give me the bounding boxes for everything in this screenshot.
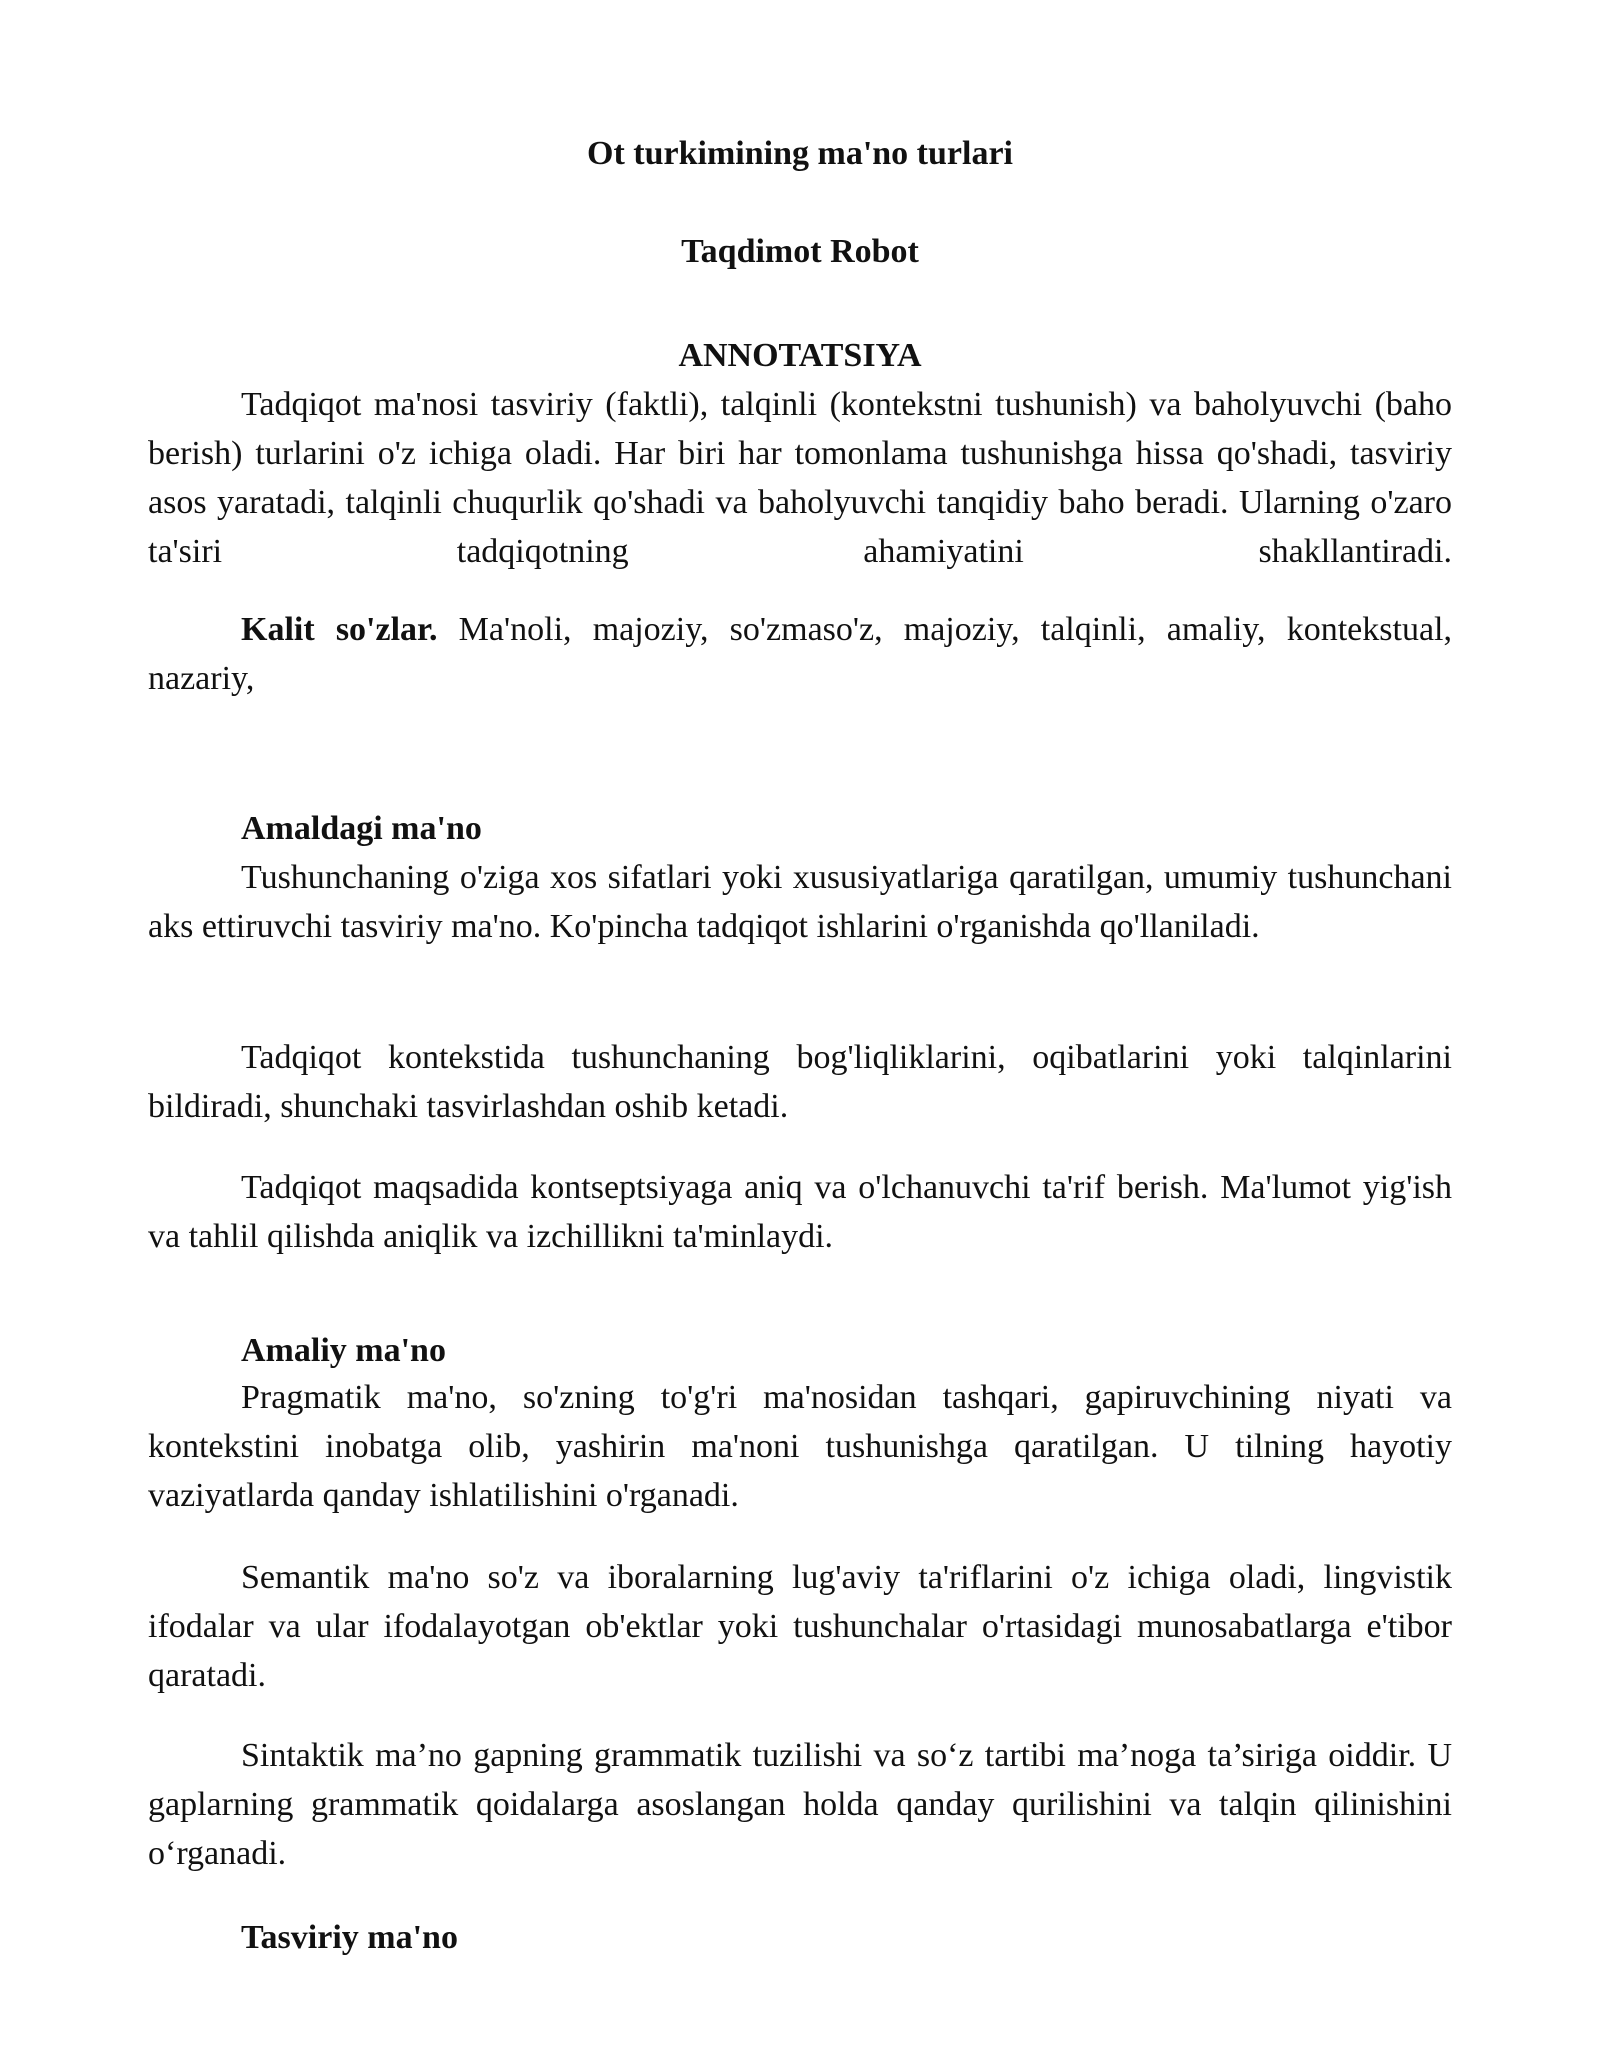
section-paragraph: Tushunchaning o'ziga xos sifatlari yoki xususiyatlariga qaratilgan, umumiy tushunchani aks ettiruvchi tasviriy ma'no. Ko'pincha tadqiqot ishlarini o'rganishda qo'llaniladi. [148, 859, 1452, 945]
section-paragraph-block [148, 1033, 1452, 1131]
section-paragraph: Sintaktik ma’no gapning grammatik tuzilishi va so‘z tartibi ma’noga ta’siriga oiddir. U gaplarning grammatik qoidalarga asoslangan holda qanday qurilishini va talqin qilinishini o‘rganadi. [148, 1737, 1452, 1872]
section-paragraph: Pragmatik ma'no, so'zning to'g'ri ma'nosidan tashqari, gapiruvchining niyati va kontekstini inobatga olib, yashirin ma'noni tushunishga qaratilgan. U tilning hayotiy vaziyatlarda qanday ishlatilishini o'rganadi. [148, 1379, 1452, 1514]
section-paragraph-block [148, 1731, 1452, 1878]
keywords-block [148, 605, 1452, 703]
section-paragraph: Semantik ma'no so'z va iboralarning lug'aviy ta'riflarini o'z ichiga oladi, lingvistik ifodalar va ular ifodalayotgan ob'ektlar yoki tushunchalar o'rtasidagi munosabatlarga e'tibor qaratadi. [148, 1559, 1452, 1694]
document-title: Ot turkimining ma'no turlari [587, 135, 1013, 172]
section-heading: Amaldagi ma'no [241, 810, 482, 847]
section-heading: Amaliy ma'no [241, 1332, 446, 1369]
annotation-heading: ANNOTATSIYA [678, 337, 922, 374]
section-paragraph-block [148, 1373, 1452, 1520]
annotation-paragraph: Tadqiqot ma'nosi tasviriy (faktli), talqinli (kontekstni tushunish) va baholyuvchi (baho berish) turlarini o'z ichiga oladi. Har biri har tomonlama tushunishga hissa qo'shadi, tasviriy asos yaratadi, talqinli chuqurlik qo'shadi va baholyuvchi tanqidiy baho beradi. Ularning o'zaro ta'siri tadqiqotning ahamiyatini shakllantiradi. [148, 386, 1452, 570]
keywords-paragraph [148, 605, 1452, 703]
annotation-block [148, 380, 1452, 576]
section-heading: Tasviriy ma'no [241, 1919, 458, 1956]
section-paragraph-block [148, 1553, 1452, 1700]
keywords-label: Kalit so'zlar. [241, 611, 438, 648]
section-paragraph-block [148, 853, 1452, 951]
keywords-text: Ma'noli, majoziy, so'zmaso'z, majoziy, talqinli, amaliy, kontekstual, nazariy, [148, 611, 1452, 697]
section-paragraph: Tadqiqot maqsadida kontseptsiyaga aniq va o'lchanuvchi ta'rif berish. Ma'lumot yig'ish va tahlil qilishda aniqlik va izchillikni ta'minlaydi. [148, 1169, 1452, 1255]
document-author: Taqdimot Robot [681, 233, 919, 270]
section-paragraph-block [148, 1163, 1452, 1261]
section-paragraph: Tadqiqot kontekstida tushunchaning bog'liqliklarini, oqibatlarini yoki talqinlarini bildiradi, shunchaki tasvirlashdan oshib ketadi. [148, 1039, 1452, 1125]
